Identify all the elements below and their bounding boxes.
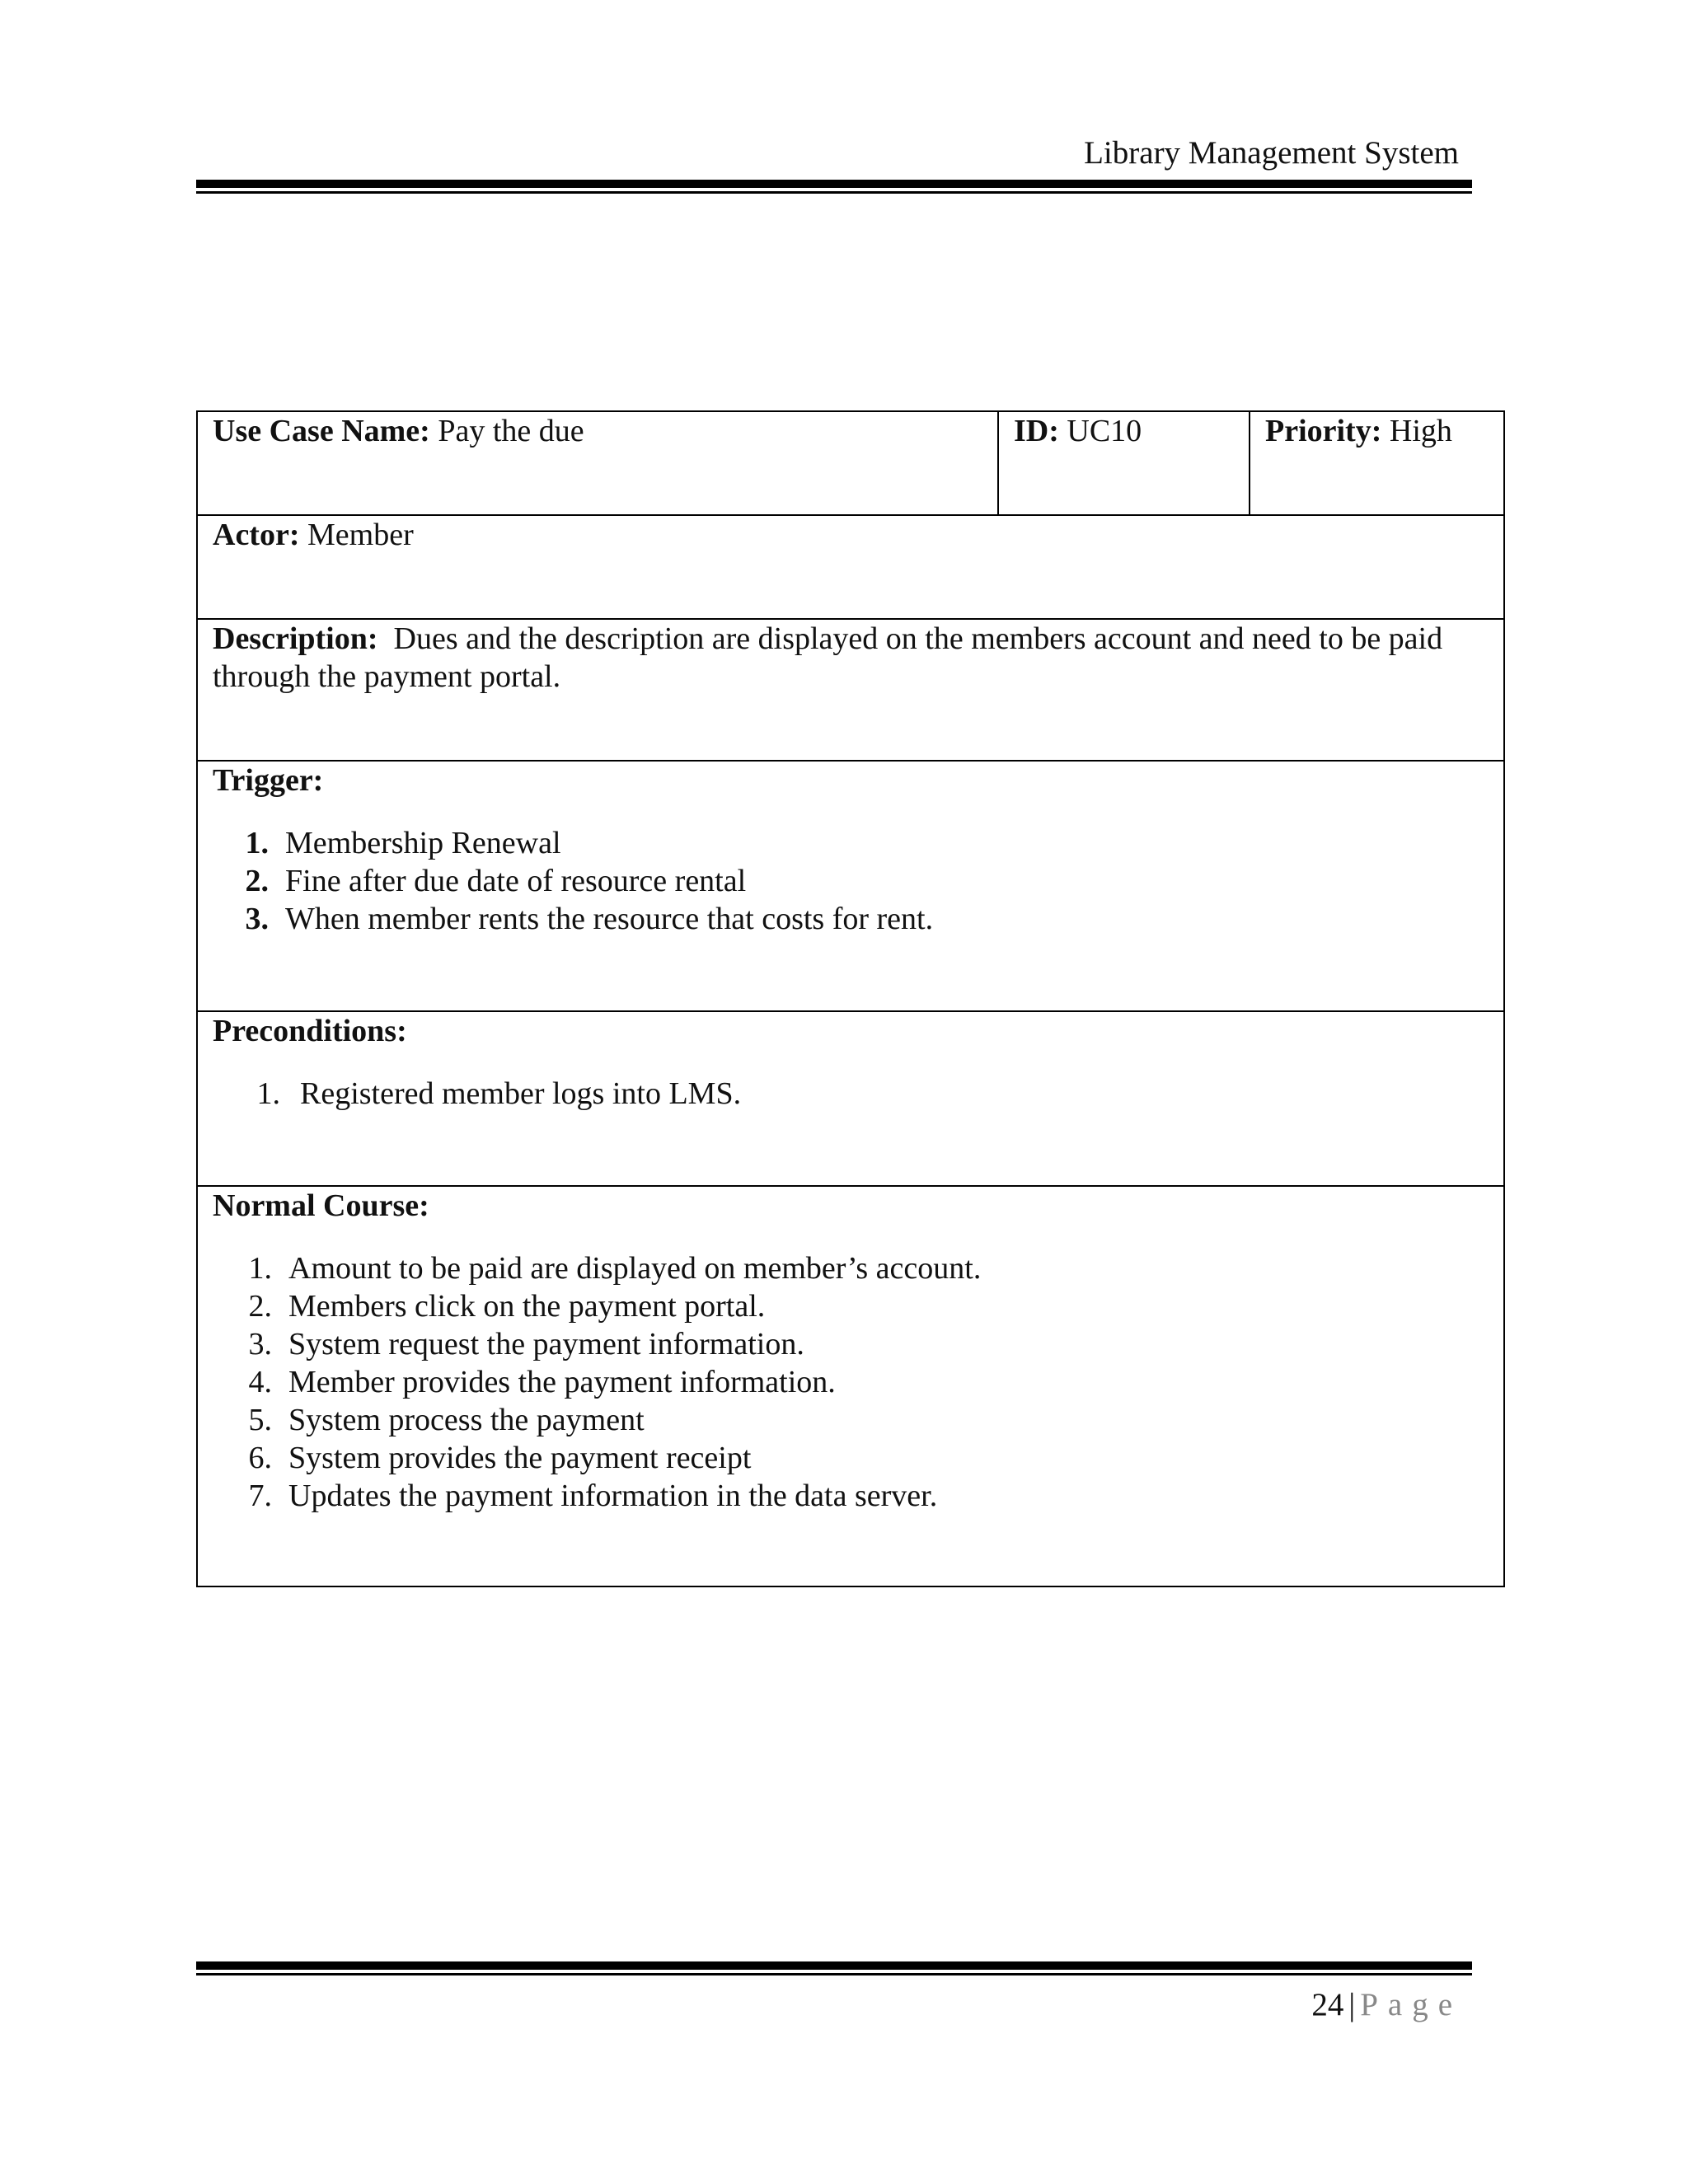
header-rule bbox=[196, 180, 1472, 194]
normal-course-list bbox=[213, 1249, 1489, 1515]
list-item-text: Fine after due date of resource rental bbox=[285, 864, 747, 898]
normal-course-label: Normal Course: bbox=[213, 1188, 429, 1223]
actor-label: Actor: bbox=[213, 518, 300, 552]
list-item-text: Updates the payment information in the data server. bbox=[288, 1479, 938, 1513]
list-item-number: 6. bbox=[248, 1441, 272, 1475]
page-footer bbox=[1311, 1986, 1462, 2023]
list-item-text: Registered member logs into LMS. bbox=[300, 1076, 742, 1111]
list-item bbox=[213, 1439, 1489, 1477]
use-case-priority-value: High bbox=[1389, 414, 1452, 448]
use-case-id-label: ID: bbox=[1014, 414, 1059, 448]
list-item-number: 3. bbox=[245, 902, 269, 936]
list-item bbox=[213, 824, 1489, 862]
footer-rule bbox=[196, 1961, 1472, 1975]
list-item-number: 1. bbox=[245, 826, 269, 860]
description-label: Description: bbox=[213, 621, 378, 656]
list-item-text: System process the payment bbox=[288, 1403, 645, 1437]
list-item-text: Members click on the payment portal. bbox=[288, 1289, 766, 1324]
list-item bbox=[213, 1401, 1489, 1439]
use-case-name-cell bbox=[197, 411, 998, 515]
description-value: Dues and the description are displayed on the members account and need to be paid through the payment portal. bbox=[213, 621, 1443, 694]
actor-row bbox=[197, 515, 1504, 619]
list-item bbox=[213, 1075, 1489, 1113]
list-item-text: System provides the payment receipt bbox=[288, 1441, 752, 1475]
list-item bbox=[213, 1287, 1489, 1325]
trigger-label: Trigger: bbox=[213, 763, 324, 798]
header-rule-thin bbox=[196, 191, 1472, 194]
list-item-number: 3. bbox=[248, 1327, 272, 1361]
description-cell bbox=[197, 619, 1504, 761]
use-case-id-value: UC10 bbox=[1067, 414, 1142, 448]
use-case-table bbox=[196, 410, 1505, 1587]
page-word: Page bbox=[1360, 1987, 1462, 2022]
list-item bbox=[213, 1363, 1489, 1401]
list-item-text: Membership Renewal bbox=[285, 826, 561, 860]
description-row bbox=[197, 619, 1504, 761]
list-item bbox=[213, 1477, 1489, 1515]
list-item-number: 2. bbox=[245, 864, 269, 898]
actor-cell bbox=[197, 515, 1504, 619]
list-item-text: When member rents the resource that costs for rent. bbox=[285, 902, 934, 936]
use-case-name-value: Pay the due bbox=[438, 414, 584, 448]
list-item-number: 4. bbox=[248, 1365, 272, 1399]
header-rule-thick bbox=[196, 180, 1472, 188]
normal-course-row bbox=[197, 1186, 1504, 1586]
preconditions-cell bbox=[197, 1011, 1504, 1186]
list-item-number: 7. bbox=[248, 1479, 272, 1513]
trigger-cell bbox=[197, 761, 1504, 1011]
use-case-priority-cell bbox=[1250, 411, 1504, 515]
list-item-number: 1. bbox=[256, 1076, 280, 1111]
trigger-row bbox=[197, 761, 1504, 1011]
list-item bbox=[213, 900, 1489, 938]
use-case-name-label: Use Case Name: bbox=[213, 414, 430, 448]
preconditions-label: Preconditions: bbox=[213, 1014, 407, 1048]
use-case-priority-label: Priority: bbox=[1265, 414, 1382, 448]
list-item-number: 1. bbox=[248, 1251, 272, 1286]
actor-value: Member bbox=[307, 518, 414, 552]
preconditions-list bbox=[213, 1075, 1489, 1113]
list-item bbox=[213, 862, 1489, 900]
list-item-text: Member provides the payment information. bbox=[288, 1365, 836, 1399]
page-separator: | bbox=[1348, 1987, 1356, 2022]
use-case-header-row bbox=[197, 411, 1504, 515]
list-item-number: 5. bbox=[248, 1403, 272, 1437]
preconditions-row bbox=[197, 1011, 1504, 1186]
document-header-title: Library Management System bbox=[1084, 135, 1459, 171]
trigger-list bbox=[213, 824, 1489, 938]
list-item bbox=[213, 1325, 1489, 1363]
list-item-text: System request the payment information. bbox=[288, 1327, 804, 1361]
footer-rule-thick bbox=[196, 1961, 1472, 1970]
list-item-text: Amount to be paid are displayed on member’s account. bbox=[288, 1251, 982, 1286]
page-number: 24 bbox=[1311, 1987, 1344, 2022]
normal-course-cell bbox=[197, 1186, 1504, 1586]
list-item-number: 2. bbox=[248, 1289, 272, 1324]
list-item bbox=[213, 1249, 1489, 1287]
use-case-id-cell bbox=[998, 411, 1250, 515]
footer-rule-thin bbox=[196, 1973, 1472, 1975]
